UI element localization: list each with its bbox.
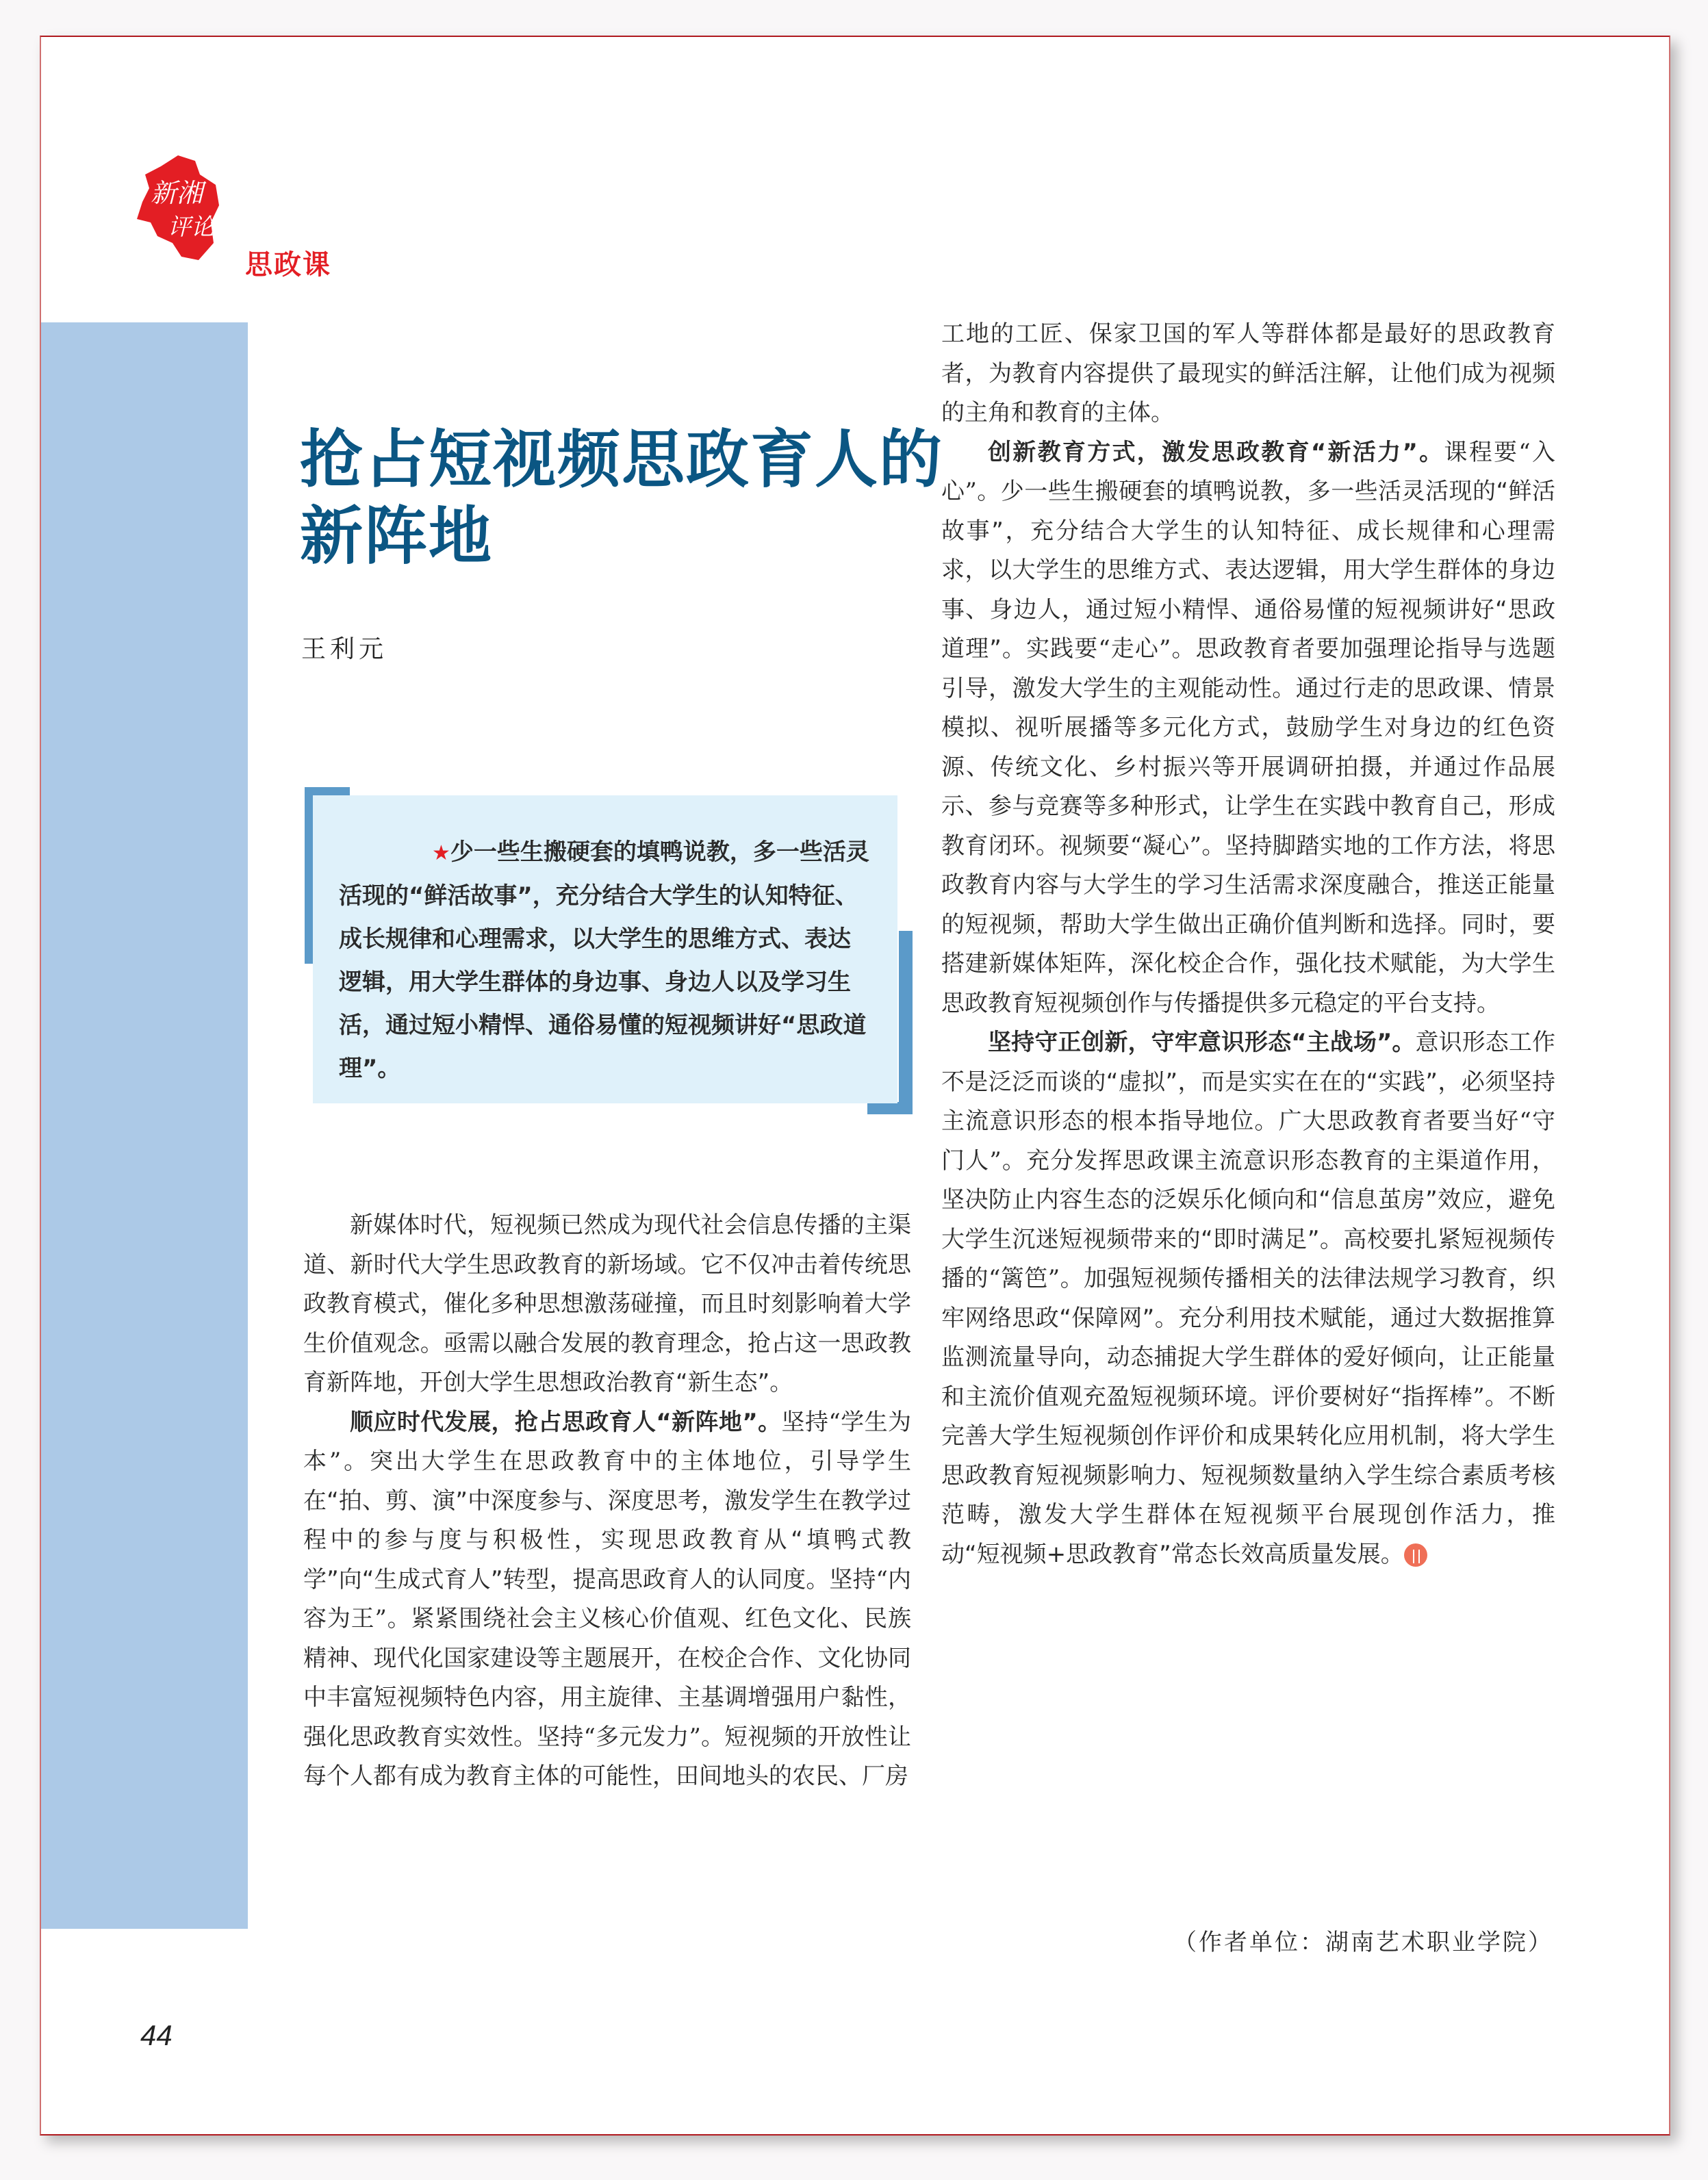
section1-paragraph: 顺应时代发展，抢占思政育人“新阵地”。坚持“学生为本”。突出大学生在思政教育中的主体地位，引导学生在“拍、剪、演”中深度参与、深度思考，激发学生在教学过程中的参与度与积极性，实现思政教育从“填鸭式教学”向“生成式育人”转型，提高思政育人的认同度。坚持“内容为王”。紧紧围绕社会主义核心价值观、红色文化、民族精神、现代化国家建设等主题展开，在校企合作、文化协同中丰富短视频特色内容，用主旋律、主基调增强用户黏性，强化思政教育实效性。坚持“多元发力”。短视频的开放性让每个人都有成为教育主体的可能性，田间地头的农民、厂房 [303,1408,912,1790]
article-title [300,421,943,574]
section1-heading: 顺应时代发展，抢占思政育人“新阵地”。 [350,1408,782,1436]
logo-text: 新湘 [151,178,203,208]
star-icon: ★ [432,841,450,865]
hunan-map-logo-icon [130,147,233,264]
svg-text:评论: 评论 [168,214,214,241]
section2-paragraph: 创新教育方式，激发思政教育“新活力”。课程要“入心”。少一些生搬硬套的填鸭说教，多一些活灵活现的“鲜活故事”，充分结合大学生的认知特征、成长规律和心理需求，以大学生的思维方式、表达逻辑，用大学生群体的身边事、身边人，通过短小精悍、通俗易懂的短视频讲好“思政道理”。实践要“走心”。思政教育者要加强理论指导与选题引导，激发大学生的主观能动性。通过行走的思政课、情景模拟、视听展播等多元化方式，鼓励学生对身边的红色资源、传统文化、乡村振兴等开展调研拍摄，并通过作品展示、参与竞赛等多种形式，让学生在实践中教育自己，形成教育闭环。视频要“凝心”。坚持脚踏实地的工作方法，将思政教育内容与大学生的学习生活需求深度融合，推送正能量的短视频，帮助大学生做出正确价值判断和选择。同时，要搭建新媒体矩阵，深化校企合作，强化技术赋能，为大学生思政教育短视频创作与传播提供多元稳定的平台支持。 [941,438,1556,1017]
section3-paragraph: 坚持守正创新，守牢意识形态“主战场”。意识形态工作不是泛泛而谈的“虚拟”，而是实实在在的“实践”，必须坚持主流意识形态的根本指导地位。广大思政教育者要当好“守门人”。充分发挥思政课主流意识形态教育的主渠道作用，坚决防止内容生态的泛娱乐化倾向和“信息茧房”效应，避免大学生沉迷短视频带来的“即时满足”。高校要扎紧短视频传播的“篱笆”。加强短视频传播相关的法律法规学习教育，织牢网络思政“保障网”。充分利用技术赋能，通过大数据推算监测流量导向，动态捕捉大学生群体的爱好倾向，让正能量和主流价值观充盈短视频环境。评价要树好“指挥棒”。不断完善大学生短视频创作评价和成果转化应用机制，将大学生思政教育短视频影响力、短视频数量纳入学生综合素质考核范畴，激发大学生群体在短视频平台展现创作活力，推动“短视频+思政教育”常态长效高质量发展。 [941,1029,1556,1568]
section1-continuation: 工地的工匠、保家卫国的军人等群体都是最好的思政教育者，为教育内容提供了最现实的鲜活注解，让他们成为视频的主角和教育的主体。 [941,320,1555,426]
quote-corner-bracket-bottom-h [867,1102,913,1114]
pull-quote-box [313,795,897,1103]
decorative-sidebar-band [41,322,248,1929]
page-number: 44 [140,2019,173,2051]
left-column [303,1206,911,1797]
pull-quote-text: 少一些生搬硬套的填鸭说教，多一些活灵活现的“鲜活故事”，充分结合大学生的认知特征、成长规律和心理需求，以大学生的思维方式、表达逻辑，用大学生群体的身边事、身边人以及学习生活，通过短小精悍、通俗易懂的短视频讲好“思政道理”。 [339,838,869,1082]
title-line-2: 新阵地 [300,499,494,573]
section3-heading: 坚持守正创新，守牢意识形态“主战场”。 [988,1029,1416,1056]
end-of-article-icon [1404,1543,1427,1567]
author-name: 王利元 [301,635,388,663]
section2-heading: 创新教育方式，激发思政教育“新活力”。 [988,438,1444,466]
author-affiliation: （作者单位：湖南艺术职业学院） [1173,1929,1553,1956]
right-column [941,315,1555,1574]
quote-corner-bracket-bottom [899,931,913,1114]
intro-paragraph: 新媒体时代，短视频已然成为现代社会信息传播的主渠道、新时代大学生思政教育的新场域。它不仅冲击着传统思政教育模式，催化多种思想激荡碰撞，而且时刻影响着大学生价值观念。亟需以融合发展的教育理念，抢占这一思政教育新阵地，开创大学生思想政治教育“新生态”。 [303,1211,911,1396]
column-label: 思政课 [245,249,331,281]
pull-quote [296,787,913,1116]
quote-corner-bracket-top-h [305,787,350,795]
title-line-1: 抢占短视频思政育人的 [300,422,944,496]
